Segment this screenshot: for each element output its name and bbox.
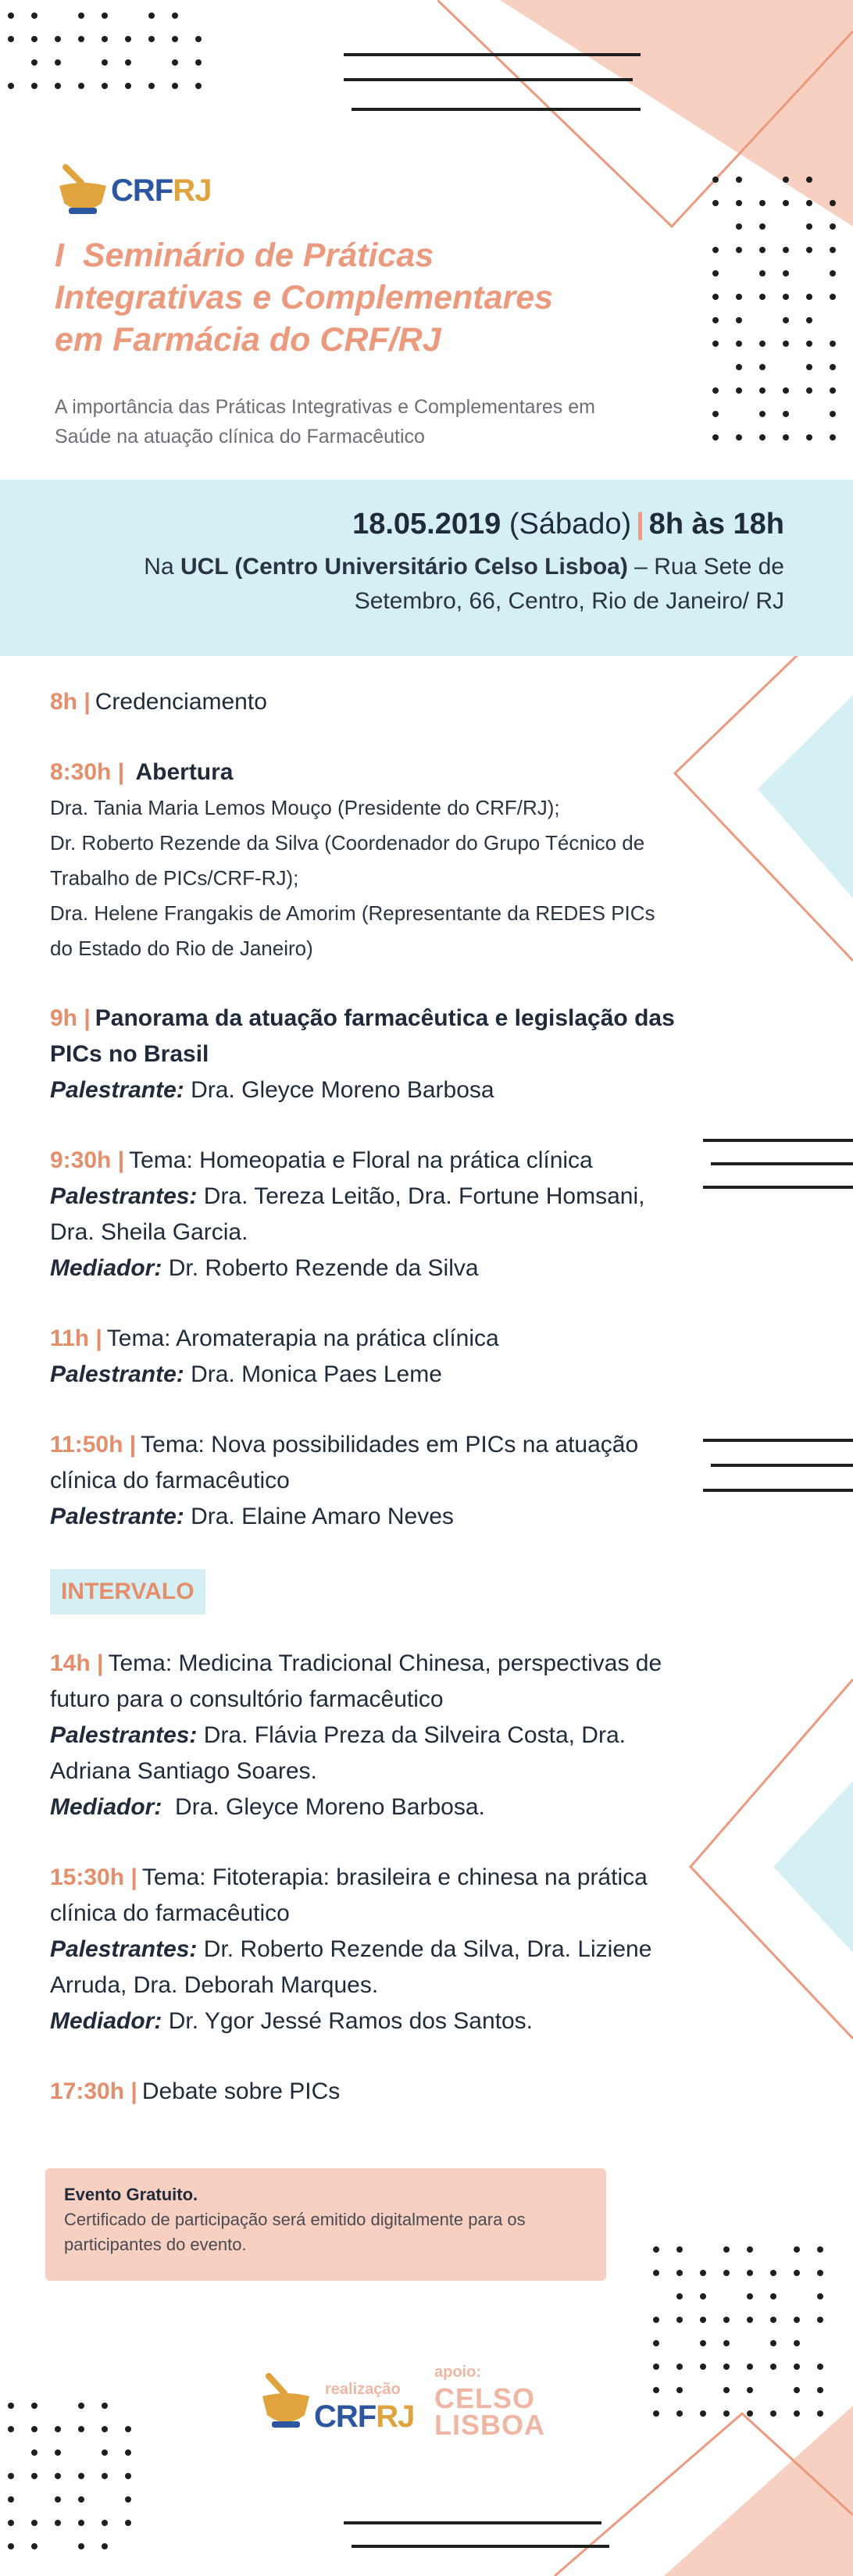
decor-dot	[770, 2270, 776, 2276]
decor-dot	[8, 2426, 14, 2432]
program-item: 9h | Panorama da atuação farmacêutica e legislação das PICs no Brasil Palestrante: Dra. Gleyce Moreno Barbosa	[50, 1005, 675, 1103]
decor-dot	[31, 2473, 37, 2479]
program-item: 11h | Tema: Aromaterapia na prática clínica Palestrante: Dra. Monica Paes Leme	[50, 1325, 499, 1387]
decor-dot	[712, 411, 719, 417]
decor-dot	[31, 2403, 37, 2409]
free-event-text: Certificado de participação será emitido digitalmente para os participantes do evento.	[64, 2210, 526, 2254]
decor-dot	[759, 387, 766, 394]
decor-dot	[723, 2340, 730, 2346]
decor-dot	[125, 2520, 131, 2526]
decor-dot	[700, 2270, 706, 2276]
decor-dot	[736, 247, 742, 253]
event-location: Na UCL (Centro Universitário Celso Lisboa) – Rua Sete de Setembro, 66, Centro, Rio de Janeiro/ RJ	[144, 554, 784, 614]
decor-dot	[31, 2449, 37, 2456]
decor-dot	[770, 2364, 776, 2370]
decor-dot	[700, 2340, 706, 2346]
decor-dot	[759, 270, 766, 277]
decor-dot	[783, 387, 789, 394]
decor-dot	[759, 434, 766, 441]
footer-logos	[258, 2359, 586, 2445]
decor-dot	[8, 2473, 14, 2479]
right-diamond-2	[687, 1672, 853, 2062]
program-list	[50, 684, 691, 2144]
decor-dot	[78, 2543, 84, 2549]
decor-dot	[712, 177, 719, 183]
decor-dot	[794, 2270, 800, 2276]
decor-dot	[794, 2364, 800, 2370]
decor-dot	[55, 59, 61, 66]
decor-dot	[55, 2496, 61, 2503]
decor-dot	[759, 341, 766, 347]
decor-dot	[747, 2317, 753, 2323]
decor-dot	[736, 294, 742, 300]
decor-dot	[794, 2246, 800, 2253]
celso-lisboa-logo: CELSO LISBOA	[434, 2382, 546, 2441]
decor-dot	[676, 2317, 683, 2323]
decor-dot	[172, 36, 178, 42]
decor-dot	[806, 247, 812, 253]
date-band	[0, 480, 853, 656]
decor-dot	[102, 2520, 108, 2526]
decor-dot	[783, 247, 789, 253]
decor-dot	[148, 36, 155, 42]
decor-dot	[676, 2387, 683, 2393]
decor-dot	[172, 12, 178, 19]
decor-dot	[676, 2246, 683, 2253]
decor-dot	[31, 59, 37, 66]
left-bottom-dot-grid	[0, 2390, 156, 2576]
decor-dot	[759, 294, 766, 300]
decor-dot	[817, 2364, 823, 2370]
decor-dot	[783, 434, 789, 441]
decor-dot	[195, 36, 202, 42]
decor-dot	[817, 2270, 823, 2276]
decor-dot	[8, 36, 14, 42]
decor-dot	[125, 36, 131, 42]
decor-dot	[31, 2543, 37, 2549]
decor-dot	[700, 2364, 706, 2370]
decor-dot	[700, 2317, 706, 2323]
decor-dot	[830, 434, 836, 441]
footer-logo-text: CRFRJ	[314, 2399, 415, 2434]
decor-dot	[125, 83, 131, 89]
decor-dot	[676, 2293, 683, 2299]
program-item: 17:30h | Debate sobre PICs	[50, 2078, 341, 2104]
decor-dot	[806, 434, 812, 441]
decor-dot	[148, 83, 155, 89]
decor-dot	[712, 317, 719, 323]
top-lines	[344, 47, 641, 125]
decor-dot	[102, 59, 108, 66]
program-item: 15:30h | Tema: Fitoterapia: brasileira e chinesa na prática clínica do farmacêutico Palestrantes: Dr. Roberto Rezende da Silva, Dra. Liziene Arruda, Dra. Deborah Marques. Mediador: Dr. Ygor Jessé Ramos dos Santos.	[50, 1864, 652, 2034]
decor-dot	[195, 59, 202, 66]
decor-dot	[31, 12, 37, 19]
decor-dot	[195, 83, 202, 89]
decor-dot	[783, 200, 789, 206]
decor-dot	[723, 2364, 730, 2370]
decor-dot	[830, 341, 836, 347]
decor-dot	[817, 2246, 823, 2253]
free-event-title: Evento Gratuito.	[64, 2185, 198, 2204]
decor-dot	[653, 2270, 659, 2276]
mortar-pestle-icon	[55, 162, 111, 225]
decor-dot	[31, 36, 37, 42]
decor-dot	[747, 2270, 753, 2276]
decor-dot	[55, 2449, 61, 2456]
decor-dot	[806, 364, 812, 370]
decor-dot	[78, 36, 84, 42]
decor-dot	[712, 200, 719, 206]
decor-dot	[78, 2473, 84, 2479]
decor-dot	[736, 317, 742, 323]
decor-dot	[78, 83, 84, 89]
right-dot-grid	[703, 164, 853, 492]
decor-dot	[653, 2340, 659, 2346]
decor-dot	[830, 223, 836, 230]
decor-dot	[830, 294, 836, 300]
decor-dot	[8, 83, 14, 89]
decor-dot	[817, 2317, 823, 2323]
decor-dot	[102, 2449, 108, 2456]
decor-dot	[31, 2520, 37, 2526]
decor-dot	[806, 341, 812, 347]
right-lines-1	[703, 1125, 853, 1195]
decor-dot	[55, 2426, 61, 2432]
decor-dot	[747, 2387, 753, 2393]
decor-dot	[102, 83, 108, 89]
decor-dot	[794, 2340, 800, 2346]
decor-dot	[125, 2496, 131, 2503]
apoio-label: apoio:	[434, 2364, 481, 2381]
decor-dot	[806, 387, 812, 394]
decor-dot	[747, 2246, 753, 2253]
decor-dot	[736, 387, 742, 394]
program-item: 8:30h | Abertura Dra. Tania Maria Lemos Mouço (Presidente do CRF/RJ); Dr. Roberto Rezende da Silva (Coordenador do Grupo Técnico de Trabalho de PICs/CRF-RJ); Dra. Helene Frangakis de Amorim (Representante da REDES PICs do Estado do Rio de Janeiro)	[50, 759, 655, 960]
decor-dot	[8, 2496, 14, 2503]
decor-dot	[125, 59, 131, 66]
decor-dot	[736, 223, 742, 230]
decor-dot	[700, 2293, 706, 2299]
decor-dot	[783, 177, 789, 183]
decor-dot	[736, 177, 742, 183]
bottom-lines	[344, 2515, 609, 2570]
decor-dot	[759, 411, 766, 417]
decor-dot	[653, 2317, 659, 2323]
decor-dot	[102, 2403, 108, 2409]
decor-dot	[172, 83, 178, 89]
decor-dot	[125, 2449, 131, 2456]
decor-dot	[31, 2426, 37, 2432]
decor-dot	[55, 83, 61, 89]
decor-dot	[830, 387, 836, 394]
decor-dot	[31, 83, 37, 89]
decor-dot	[676, 2270, 683, 2276]
decor-dot	[830, 270, 836, 277]
subtitle: A importância das Práticas Integrativas e Complementares em Saúde na atuação clínica do Farmacêutico	[55, 396, 595, 448]
decor-dot	[770, 2317, 776, 2323]
program-item: 8h | Credenciamento	[50, 689, 267, 715]
logo-text: CRFRJ	[111, 173, 212, 208]
decor-dot	[830, 200, 836, 206]
crfrj-logo	[55, 162, 211, 225]
decor-dot	[783, 270, 789, 277]
decor-dot	[653, 2246, 659, 2253]
decor-dot	[102, 2473, 108, 2479]
decor-dot	[783, 411, 789, 417]
decor-dot	[783, 317, 789, 323]
decor-dot	[712, 434, 719, 441]
decor-dot	[8, 2520, 14, 2526]
decor-dot	[172, 59, 178, 66]
decor-dot	[712, 270, 719, 277]
program-item: 9:30h | Tema: Homeopatia e Floral na prática clínica Palestrantes: Dra. Tereza Leitão, Dra. Fortune Homsani, Dra. Sheila Garcia. Mediador: Dr. Roberto Rezende da Silva	[50, 1147, 645, 1281]
decor-dot	[78, 2496, 84, 2503]
decor-dot	[55, 2473, 61, 2479]
program-item: 11:50h | Tema: Nova possibilidades em PICs na atuação clínica do farmacêutico Palestrante: Dra. Elaine Amaro Neves	[50, 1432, 639, 1529]
decor-dot	[102, 2543, 108, 2549]
right-lines-2	[703, 1429, 853, 1500]
top-left-dot-grid	[0, 0, 234, 109]
decor-dot	[759, 247, 766, 253]
decor-dot	[8, 2543, 14, 2549]
realizacao-label: realização	[325, 2381, 401, 2398]
decor-dot	[712, 294, 719, 300]
decor-dot	[125, 2473, 131, 2479]
decor-dot	[794, 2317, 800, 2323]
decor-dot	[676, 2364, 683, 2370]
decor-dot	[770, 2340, 776, 2346]
decor-dot	[830, 364, 836, 370]
decor-dot	[747, 2293, 753, 2299]
decor-dot	[806, 177, 812, 183]
decor-dot	[736, 364, 742, 370]
decor-dot	[723, 2387, 730, 2393]
decor-dot	[783, 341, 789, 347]
decor-dot	[817, 2293, 823, 2299]
decor-dot	[783, 294, 789, 300]
decor-dot	[712, 387, 719, 394]
decor-dot	[78, 2426, 84, 2432]
event-date: 18.05.2019 (Sábado) | 8h às 18h	[352, 508, 784, 541]
decor-dot	[736, 341, 742, 347]
decor-dot	[806, 317, 812, 323]
break-badge: INTERVALO	[50, 1569, 205, 1614]
decor-dot	[817, 2387, 823, 2393]
decor-dot	[55, 36, 61, 42]
decor-dot	[830, 247, 836, 253]
decor-dot	[102, 2426, 108, 2432]
decor-dot	[806, 294, 812, 300]
decor-dot	[723, 2317, 730, 2323]
decor-dot	[806, 200, 812, 206]
decor-dot	[759, 364, 766, 370]
decor-dot	[712, 341, 719, 347]
mortar-pestle-icon	[258, 2370, 314, 2440]
page-title: I Seminário de Práticas Integrativas e Complementares em Farmácia do CRF/RJ	[55, 237, 554, 359]
decor-dot	[653, 2387, 659, 2393]
decor-dot	[712, 247, 719, 253]
decor-dot	[653, 2364, 659, 2370]
decor-dot	[759, 200, 766, 206]
program-item: 14h | Tema: Medicina Tradicional Chinesa, perspectivas de futuro para o consultório farmacêutico Palestrantes: Dra. Flávia Preza da Silveira Costa, Dra. Adriana Santiago Soares. Mediador: Dra. Gleyce Moreno Barbosa.	[50, 1650, 662, 1820]
decor-dot	[723, 2246, 730, 2253]
decor-dot	[830, 411, 836, 417]
decor-dot	[102, 36, 108, 42]
decor-dot	[736, 200, 742, 206]
decor-dot	[125, 2426, 131, 2432]
decor-dot	[102, 12, 108, 19]
free-event-box	[45, 2168, 606, 2281]
decor-dot	[770, 2293, 776, 2299]
decor-dot	[8, 12, 14, 19]
decor-dot	[794, 2387, 800, 2393]
decor-dot	[759, 223, 766, 230]
decor-dot	[806, 223, 812, 230]
decor-dot	[747, 2364, 753, 2370]
decor-dot	[78, 2403, 84, 2409]
decor-dot	[78, 2520, 84, 2526]
decor-dot	[55, 2520, 61, 2526]
decor-dot	[723, 2270, 730, 2276]
decor-dot	[736, 434, 742, 441]
decor-dot	[78, 12, 84, 19]
decor-dot	[148, 12, 155, 19]
decor-dot	[8, 2403, 14, 2409]
